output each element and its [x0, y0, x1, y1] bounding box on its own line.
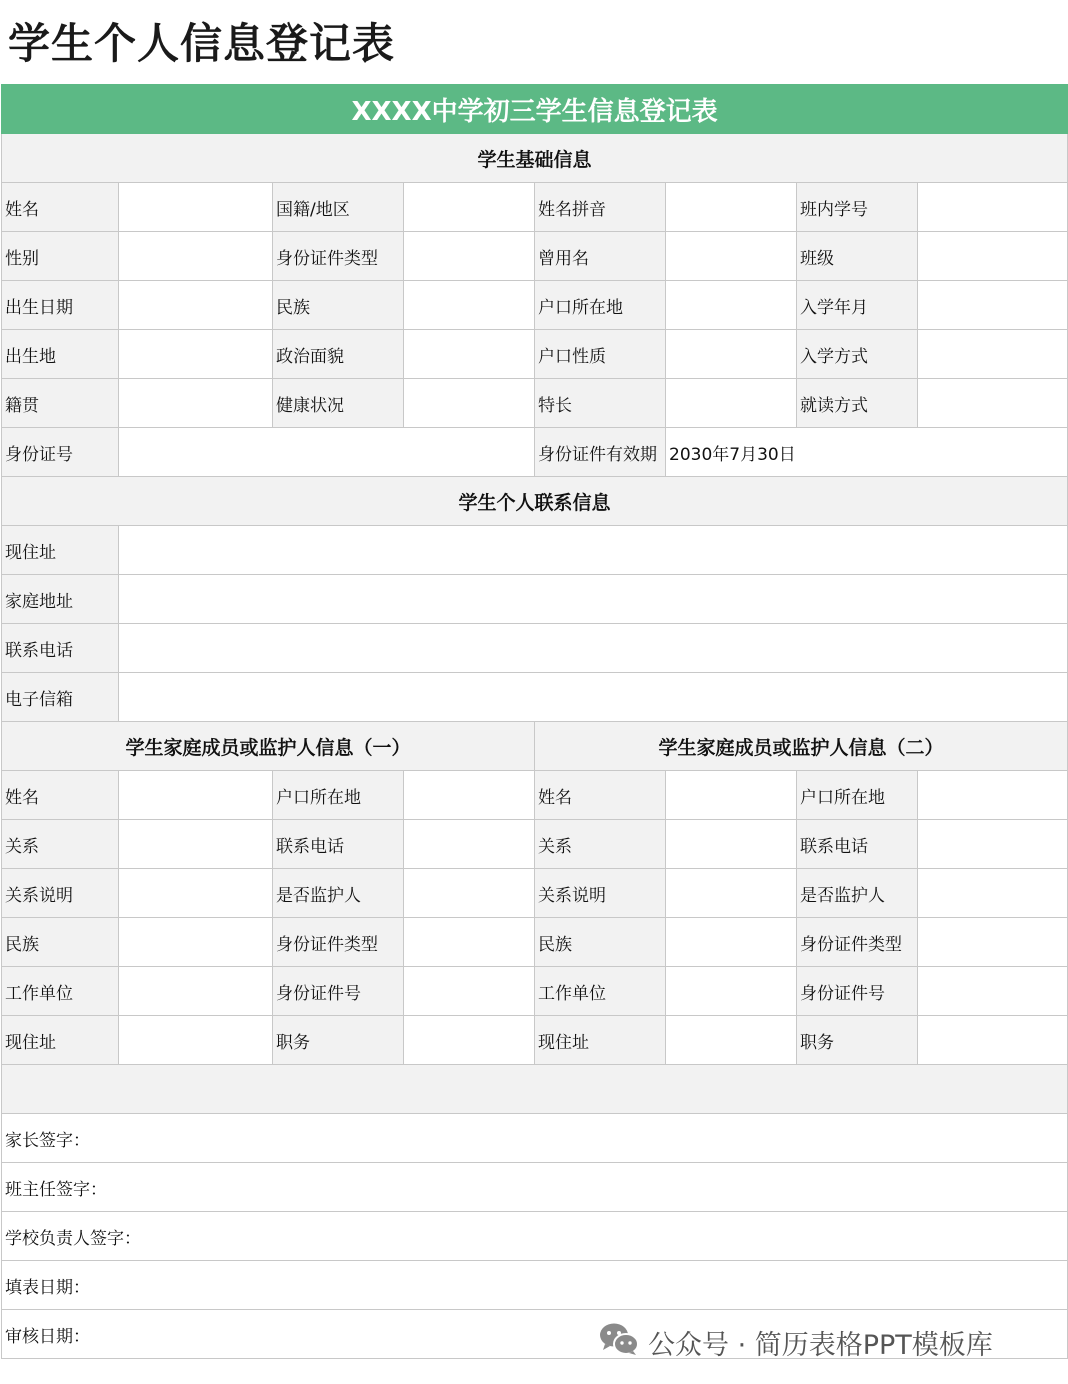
field-label: 现住址	[2, 1016, 119, 1065]
id-number-row	[2, 428, 1068, 477]
field-label: 是否监护人	[797, 869, 918, 918]
watermark	[598, 1320, 993, 1364]
field-value[interactable]	[404, 918, 535, 967]
basic-info-row	[2, 379, 1068, 428]
field-value[interactable]	[404, 820, 535, 869]
field-value[interactable]	[666, 183, 797, 232]
field-value[interactable]	[404, 232, 535, 281]
field-label: 联系电话	[797, 820, 918, 869]
field-label: 联系电话	[273, 820, 404, 869]
field-value[interactable]	[666, 869, 797, 918]
field-label: 身份证号	[2, 428, 119, 477]
basic-info-rows	[2, 183, 1068, 428]
contact-info-row	[2, 526, 1068, 575]
field-label: 户口性质	[535, 330, 666, 379]
field-value[interactable]	[666, 232, 797, 281]
field-value-id-validity[interactable]: 2030年7月30日	[666, 428, 1068, 477]
guardian-info-row	[2, 869, 1068, 918]
contact-info-rows	[2, 526, 1068, 722]
signature-row	[2, 1163, 1068, 1212]
field-label: 工作单位	[535, 967, 666, 1016]
field-value[interactable]	[119, 820, 273, 869]
section-row-contact	[2, 477, 1068, 526]
field-label: 姓名	[2, 771, 119, 820]
field-label: 关系	[535, 820, 666, 869]
field-value[interactable]	[119, 232, 273, 281]
signature-row	[2, 1261, 1068, 1310]
field-value[interactable]	[119, 1016, 273, 1065]
field-value[interactable]	[119, 183, 273, 232]
blank-gap-row	[2, 1065, 1068, 1114]
field-label: 现住址	[535, 1016, 666, 1065]
form-title: XXXX中学初三学生信息登记表	[2, 85, 1068, 134]
field-value[interactable]	[918, 379, 1068, 428]
field-value[interactable]	[119, 869, 273, 918]
registration-form-table	[1, 84, 1068, 1359]
signature-field[interactable]: 填表日期：	[2, 1261, 1068, 1310]
section-heading-basic-info: 学生基础信息	[2, 134, 1068, 183]
field-label: 出生日期	[2, 281, 119, 330]
field-value[interactable]	[119, 673, 1068, 722]
field-value[interactable]	[666, 379, 797, 428]
signature-field[interactable]: 班主任签字：	[2, 1163, 1068, 1212]
field-label: 姓名	[2, 183, 119, 232]
field-label: 姓名	[535, 771, 666, 820]
field-value[interactable]	[918, 918, 1068, 967]
field-label: 关系说明	[2, 869, 119, 918]
field-label: 关系	[2, 820, 119, 869]
field-value[interactable]	[119, 379, 273, 428]
field-label: 出生地	[2, 330, 119, 379]
basic-info-row	[2, 281, 1068, 330]
field-label: 国籍/地区	[273, 183, 404, 232]
field-label: 职务	[797, 1016, 918, 1065]
field-value[interactable]	[404, 379, 535, 428]
field-label: 身份证件类型	[273, 918, 404, 967]
field-label: 民族	[2, 918, 119, 967]
section-heading-guardian-1: 学生家庭成员或监护人信息（一）	[2, 722, 535, 771]
signature-field[interactable]: 家长签字：	[2, 1114, 1068, 1163]
field-value[interactable]	[119, 624, 1068, 673]
field-value[interactable]	[918, 820, 1068, 869]
field-value[interactable]	[918, 771, 1068, 820]
basic-info-row	[2, 330, 1068, 379]
field-label: 健康状况	[273, 379, 404, 428]
signature-field[interactable]: 学校负责人签字：	[2, 1212, 1068, 1261]
field-value-id-number[interactable]	[119, 428, 535, 477]
basic-info-row	[2, 183, 1068, 232]
field-label: 就读方式	[797, 379, 918, 428]
field-value[interactable]	[404, 967, 535, 1016]
field-label: 班级	[797, 232, 918, 281]
field-label: 身份证件号	[797, 967, 918, 1016]
field-label: 职务	[273, 1016, 404, 1065]
basic-info-row	[2, 232, 1068, 281]
field-label: 身份证件号	[273, 967, 404, 1016]
field-label: 户口所在地	[535, 281, 666, 330]
signature-row	[2, 1114, 1068, 1163]
section-row-guardians	[2, 722, 1068, 771]
contact-info-row	[2, 673, 1068, 722]
wechat-icon	[598, 1321, 640, 1364]
guardian-info-rows	[2, 771, 1068, 1065]
field-label: 班内学号	[797, 183, 918, 232]
field-label: 入学年月	[797, 281, 918, 330]
field-label: 身份证件有效期	[535, 428, 666, 477]
field-value[interactable]	[119, 771, 273, 820]
blank-gap-cell	[2, 1065, 1068, 1114]
field-value[interactable]	[119, 575, 1068, 624]
form-title-row	[2, 85, 1068, 134]
field-value[interactable]	[918, 869, 1068, 918]
field-value[interactable]	[918, 183, 1068, 232]
field-label: 身份证件类型	[273, 232, 404, 281]
guardian-info-row	[2, 1016, 1068, 1065]
guardian-info-row	[2, 967, 1068, 1016]
field-value[interactable]	[918, 232, 1068, 281]
guardian-info-row	[2, 820, 1068, 869]
field-label: 关系说明	[535, 869, 666, 918]
contact-info-row	[2, 575, 1068, 624]
field-value[interactable]	[119, 330, 273, 379]
field-label: 姓名拼音	[535, 183, 666, 232]
field-value[interactable]	[918, 330, 1068, 379]
field-value[interactable]	[119, 281, 273, 330]
field-label: 民族	[273, 281, 404, 330]
field-value[interactable]	[666, 1016, 797, 1065]
contact-info-row	[2, 624, 1068, 673]
field-value[interactable]	[119, 967, 273, 1016]
field-value[interactable]	[666, 820, 797, 869]
field-label: 是否监护人	[273, 869, 404, 918]
field-label: 户口所在地	[273, 771, 404, 820]
field-value[interactable]	[119, 526, 1068, 575]
field-value[interactable]	[404, 1016, 535, 1065]
field-label: 特长	[535, 379, 666, 428]
field-value[interactable]	[918, 967, 1068, 1016]
signature-field[interactable]: 审核日期：	[2, 1310, 1068, 1359]
field-value[interactable]	[666, 967, 797, 1016]
page-title: 学生个人信息登记表	[8, 19, 396, 68]
field-label: 政治面貌	[273, 330, 404, 379]
guardian-info-row	[2, 771, 1068, 820]
field-label: 电子信箱	[2, 673, 119, 722]
section-heading-contact-info: 学生个人联系信息	[2, 477, 1068, 526]
guardian-info-row	[2, 918, 1068, 967]
section-heading-guardian-2: 学生家庭成员或监护人信息（二）	[535, 722, 1068, 771]
field-value[interactable]	[666, 918, 797, 967]
field-value[interactable]	[404, 869, 535, 918]
field-label: 现住址	[2, 526, 119, 575]
field-value[interactable]	[119, 918, 273, 967]
field-value[interactable]	[404, 330, 535, 379]
field-value[interactable]	[666, 771, 797, 820]
field-value[interactable]	[404, 771, 535, 820]
field-label: 曾用名	[535, 232, 666, 281]
field-label: 籍贯	[2, 379, 119, 428]
field-value[interactable]	[918, 1016, 1068, 1065]
field-value[interactable]	[666, 281, 797, 330]
signature-row	[2, 1212, 1068, 1261]
field-label: 户口所在地	[797, 771, 918, 820]
field-value[interactable]	[666, 330, 797, 379]
watermark-text: 公众号 · 简历表格PPT模板库	[648, 1329, 993, 1361]
field-value[interactable]	[404, 281, 535, 330]
field-value[interactable]	[404, 183, 535, 232]
field-label: 家庭地址	[2, 575, 119, 624]
field-label: 民族	[535, 918, 666, 967]
field-value[interactable]	[918, 281, 1068, 330]
section-row-basic	[2, 134, 1068, 183]
field-label: 身份证件类型	[797, 918, 918, 967]
field-label: 入学方式	[797, 330, 918, 379]
field-label: 性别	[2, 232, 119, 281]
field-label: 联系电话	[2, 624, 119, 673]
field-label: 工作单位	[2, 967, 119, 1016]
